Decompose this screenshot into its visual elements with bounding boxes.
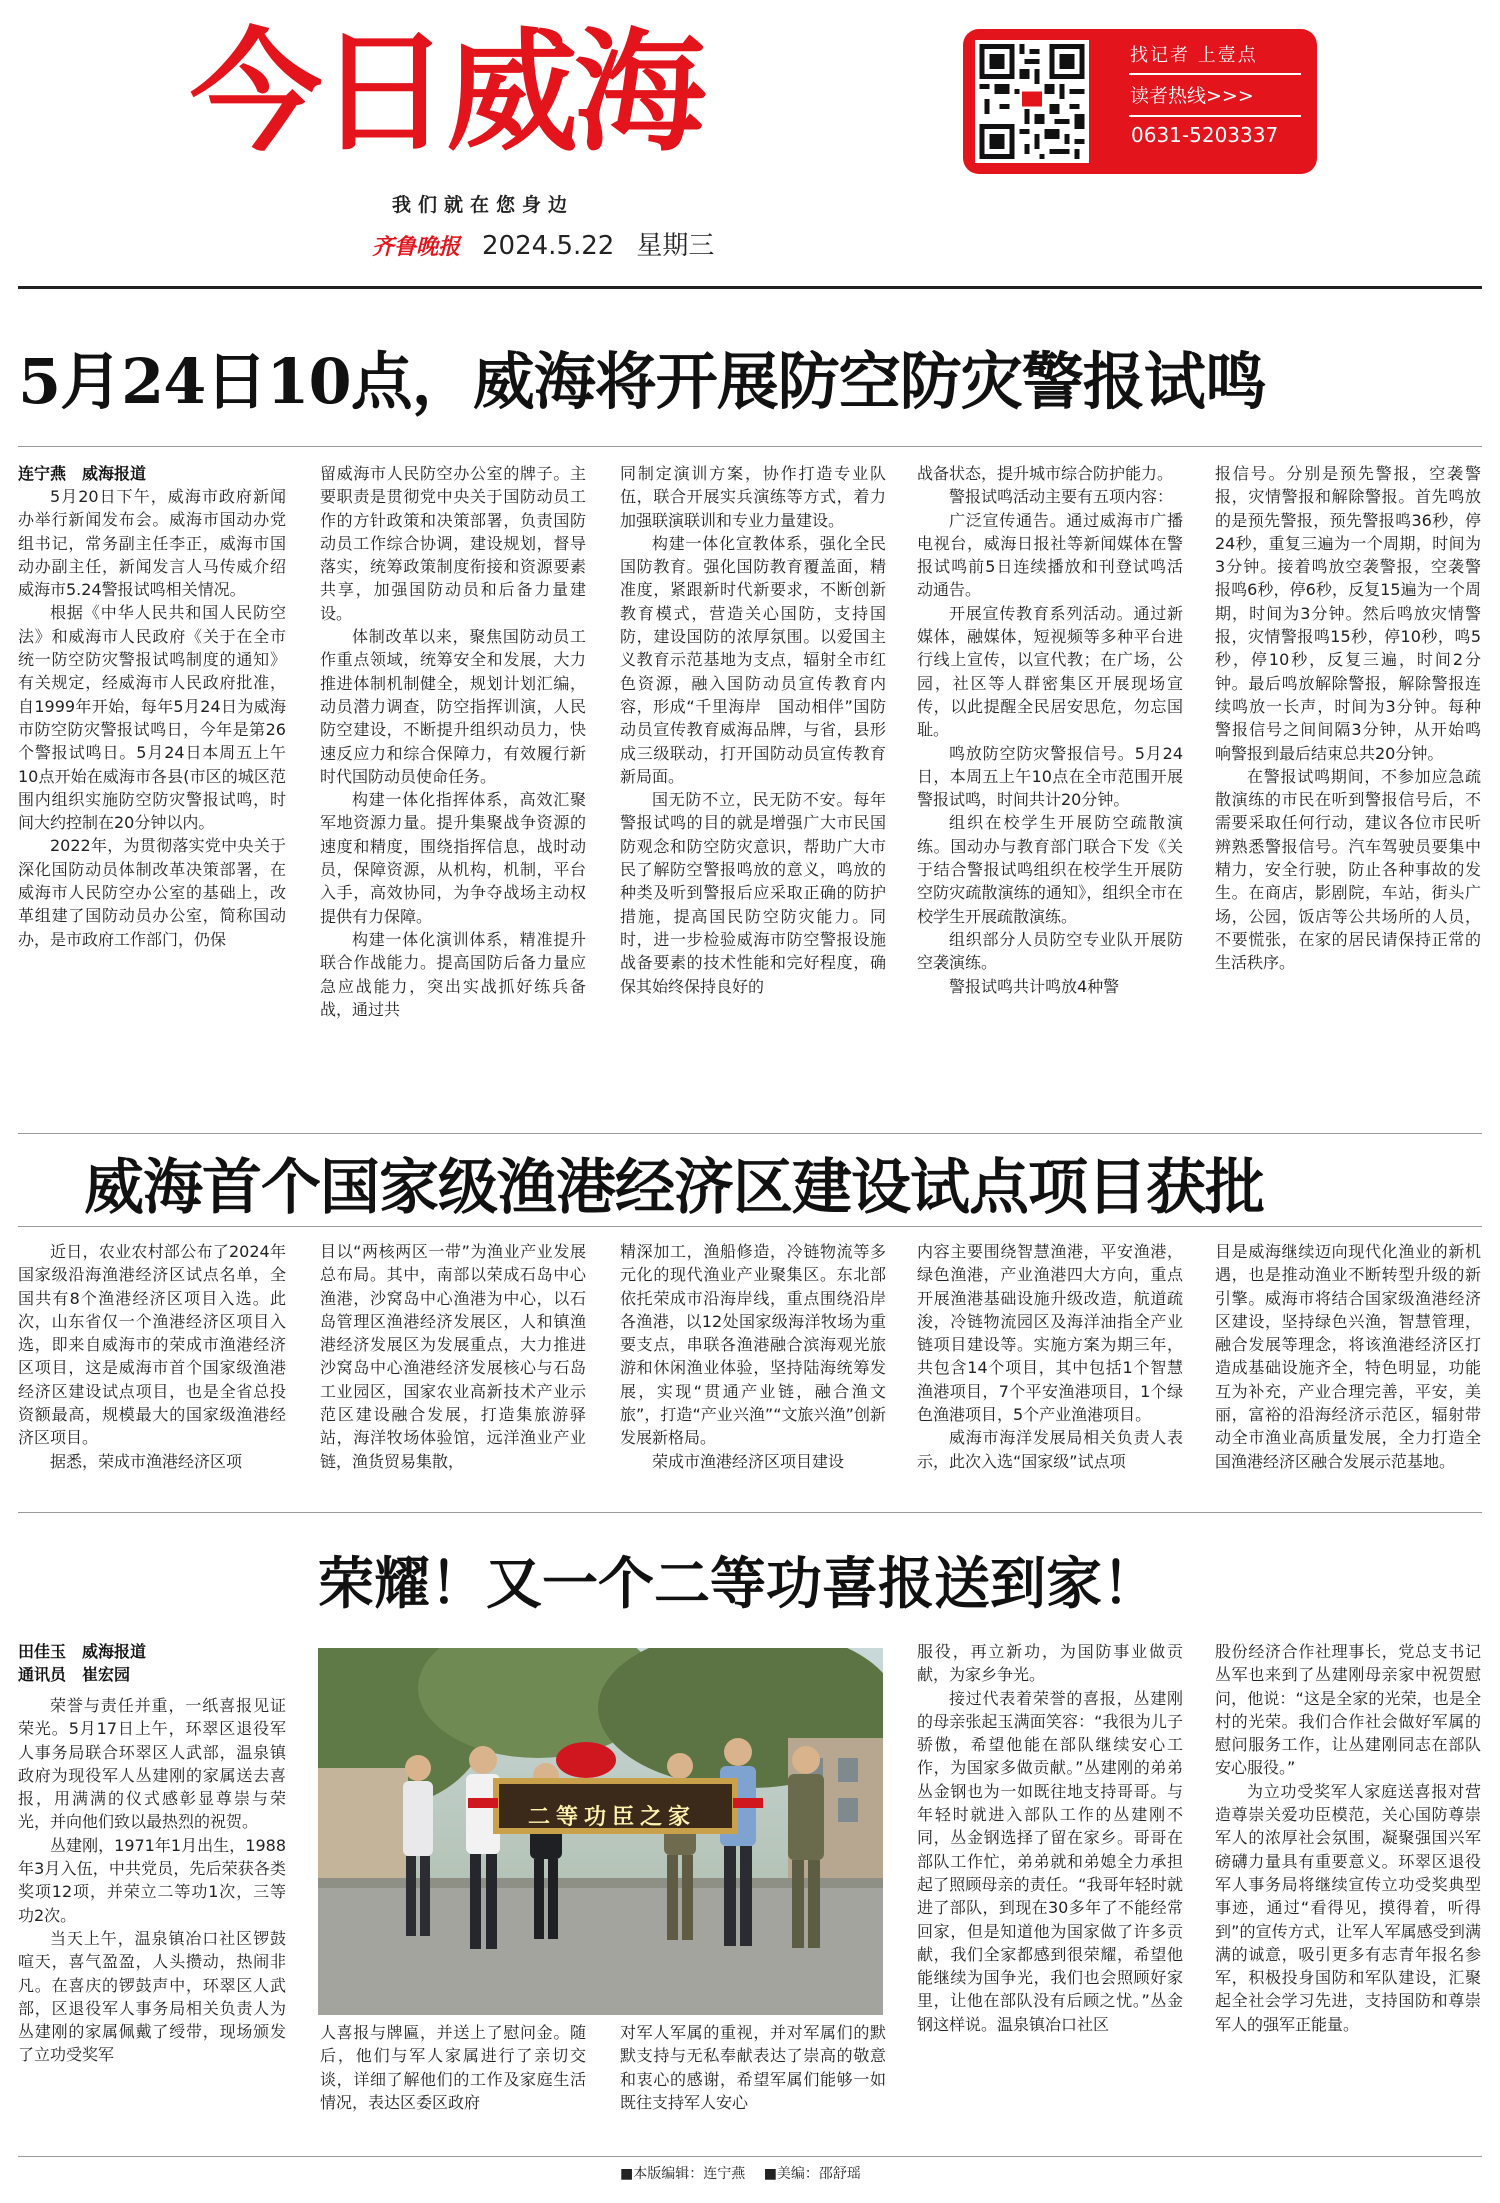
paragraph: 警报试鸣活动主要有五项内容： [949,487,1174,507]
headline-rule [18,446,1482,447]
paragraph: 广泛宣传通告。通过威海市广播电视台，威海日报社等新闻媒体在警报试鸣前5日连续播放和刊登试鸣活动通告。 [917,510,1183,600]
article1-byline: 连宁燕 威海报道 [18,464,147,483]
qr-code-icon[interactable] [975,40,1089,163]
masthead-rule [18,286,1482,289]
article2-column-3 [620,1240,886,1502]
article3-headline: 荣耀！又一个二等功喜报送到家！ [318,1551,1158,1617]
paragraph: 近日，农业农村部公布了2024年国家级沿海渔港经济区试点名单，全国共有8个渔港经济区项目入选。此次，山东省仅一个渔港经济区项目入选，即来自威海市的荣成市渔港经济区项目，这是威海市首个国家级渔港经济区建设试点项目，也是全省总投资额最高，规模最大的国家级渔港经济区项目。 [18,1242,286,1448]
paragraph: 2022年，为贯彻落实党中央关于深化国防动员体制改革决策部署，在威海市人民防空办公室的基础上，改革组建了国防动员办公室，简称国动办，是市政府工作部门，仍保 [18,836,286,949]
article2-headline: 威海首个国家级渔港经济区建设试点项目获批 [84,1153,1264,1223]
paragraph: 股份经济合作社理事长，党总支书记丛军也来到了丛建刚母亲家中祝贺慰问，他说：“这是全家的光荣，也是全村的光荣。我们合作社会做好军属的慰问服务工作，让丛建刚同志在部队安心服役。” [1215,1642,1481,1778]
issue-weekday: 星期三 [636,231,715,261]
article3-column-3 [620,2021,886,2152]
reader-hotline-box [963,29,1317,174]
article3-column-4 [917,1640,1183,2152]
article1-column-1 [18,462,286,1128]
photo-plaque-text: 二等功臣之家 [528,1804,697,1830]
paragraph: 报信号。分别是预先警报，空袭警报，灾情警报和解除警报。首先鸣放的是预先警报，预先警报鸣36秒，停24秒，重复三遍为一个周期，时间为3分钟。接着鸣放空袭警报，空袭警报鸣6秒，停6秒，反复15遍为一个周期，时间为3分钟。然后鸣放灾情警报，灾情警报鸣15秒，停10秒，鸣5秒，停10秒，反复三遍，时间2分钟。最后鸣放解除警报，解除警报连续鸣放一长声，时间为3分钟。每种警报信号之间间隔3分钟，从开始鸣响警报到最后结束总共20分钟。 [1215,464,1481,763]
paper-name: 齐鲁晚报 [372,234,461,260]
masthead-dateline [372,225,714,262]
paragraph: 根据《中华人民共和国人民防空法》和威海市人民政府《关于在全市统一防空防灾警报试鸣制度的通知》有关规定，经威海市人民政府批准，自1999年开始，每年5月24日为威海市防空防灾警报试鸣日，今年是第26个警报试鸣日。5月24日本周五上午10点开始在威海市各县(市区的城区范围内组织实施防空防灾警报试鸣，时间大约控制在20分钟以内。 [18,603,286,833]
paragraph: 国无防不立，民无防不安。每年警报试鸣的目的就是增强广大市民国防观念和防空防灾意识，帮助广大市民了解防空警报鸣放的意义，鸣放的种类及听到警报后应采取正确的防护措施，提高国民防空防灾能力。同时，进一步检验威海市防空警报设施战备要素的技术性能和完好程度，确保其始终保持良好的 [620,790,886,996]
paragraph: 据悉，荣成市渔港经济区项 [50,1451,243,1471]
designer-credit: ■美编：邵舒瑶 [763,2166,861,2182]
paragraph: 人喜报与牌匾，并送上了慰问金。随后，他们与军人家属进行了亲切交谈，详细了解他们的工作及家庭生活情况，表达区委区政府 [320,2023,586,2112]
hotline-label: 读者热线>>> [1130,85,1254,107]
paragraph: 为立功受奖军人家庭送喜报对营造尊崇关爱功臣模范，关心国防尊崇军人的浓厚社会氛围，凝聚强国兴军磅礴力量具有重要意义。环翠区退役军人事务局将继续宣传立功受奖典型事迹，通过“看得见，摸得着，听得到”的宣传方式，让军人军属感受到满满的诚意，吸引更多有志青年报名参军，积极投身国防和军队建设，汇聚起全社会学习先进，支持国防和尊崇军人的强军正能量。 [1215,1781,1481,2034]
paragraph: 威海市海洋发展局相关负责人表示，此次入选“国家级”试点项 [917,1428,1183,1471]
paragraph: 精深加工，渔船修造，冷链物流等多元化的现代渔业产业聚集区。东北部依托荣成市沿海岸线，重点围绕沿岸各渔港，以12处国家级海洋牧场为重要支点，串联各渔港融合滨海观光旅游和休闲渔业体验，坚持陆海统筹发展，实现“贯通产业链，融合渔文旅”，打造“产业兴渔”“文旅兴渔”创新发展新格局。 [620,1242,886,1448]
article2-column-4 [917,1240,1183,1502]
paragraph: 荣成市渔港经济区项目建设 [652,1451,845,1471]
footer-rule [18,2156,1482,2157]
hotline-phone[interactable]: 0631-5203337 [1131,123,1279,147]
issue-date: 2024.5.22 [482,231,615,261]
paragraph: 鸣放防空防灾警报信号。5月24日，本周五上午10点在全市范围开展警报试鸣，时间共计20分钟。 [917,743,1183,810]
paragraph: 服役，再立新功，为国防事业做贡献，为家乡争光。 [917,1642,1183,1685]
section-rule [18,1133,1482,1134]
newspaper-slogan: 我们就在您身边 [392,194,575,216]
article2-column-5 [1215,1240,1481,1502]
hotline-slogan: 找记者 上壹点 [1130,45,1258,66]
section-rule [18,1512,1482,1513]
article1-headline: 5月24日10点，威海将开展防空防灾警报试鸣 [18,345,1266,418]
article1-column-2 [320,462,586,1128]
paragraph: 组织在校学生开展防空疏散演练。国动办与教育部门联合下发《关于结合警报试鸣组织在校学生开展防空防灾疏散演练的通知》，组织全市在校学生开展疏散演练。 [917,813,1183,926]
article1-column-4 [917,462,1183,1128]
article2-column-1 [18,1240,286,1502]
paragraph: 目是威海继续迈向现代化渔业的新机遇，也是推动渔业不断转型升级的新引擎。威海市将结合国家级渔港经济区建设，坚持绿色兴渔，智慧管理，融合发展等理念，将该渔港经济区打造成基础设施齐全，特色明显，功能互为补充，产业合理完善，平安，美丽，富裕的沿海经济示范区，辐射带动全市渔业高质量发展，全力打造全国渔港经济区融合发展示范基地。 [1215,1242,1481,1471]
paragraph: 5月20日下午，威海市政府新闻办举行新闻发布会。威海市国动办党组书记，常务副主任李正，威海市国动办副主任，新闻发言人马传威介绍威海市5.24警报试鸣相关情况。 [18,487,286,600]
paragraph: 对军人军属的重视，并对军属们的默默支持与无私奉献表达了崇高的敬意和衷心的感谢，希望军属们能够一如既往支持军人安心 [620,2023,886,2112]
masthead [0,0,1500,285]
article3-column-1 [18,1640,286,2152]
paragraph: 荣誉与责任并重，一纸喜报见证荣光。5月17日上午，环翠区退役军人事务局联合环翠区人武部，温泉镇政府为现役军人丛建刚的家属送去喜报，用满满的仪式感彰显尊崇与荣光，并向他们致以最热烈的祝贺。 [18,1696,286,1832]
paragraph: 战备状态，提升城市综合防护能力。 [917,464,1174,483]
paragraph: 开展宣传教育系列活动。通过新媒体，融媒体，短视频等多种平台进行线上宣传，以宣代教；在广场，公园，社区等人群密集区开展现场宣传，以此提醒全民居安思危，勿忘国耻。 [917,603,1183,740]
paragraph: 构建一体化演训体系，精准提升联合作战能力。提高国防后备力量应急应战能力，突出实战抓好练兵备战，通过共 [320,929,586,1019]
paragraph: 构建一体化宣教体系，强化全民国防教育。强化国防教育覆盖面，精准度，紧跟新时代新要求，不断创新教育模式，营造关心国防，支持国防，建设国防的浓厚氛围。以爱国主义教育示范基地为支点，辐射全市红色资源，融入国防动员宣传教育内容，形成“千里海岸 国动相伴”国防动员宣传教育威海品牌，与省，县形成三级联动，打开国防动员宣传教育新局面。 [620,533,886,786]
headline-rule [18,1226,1482,1227]
article1-column-3 [620,462,886,1128]
paragraph: 体制改革以来，聚焦国防动员工作重点领域，统筹安全和发展，大力推进体制机制健全，规划计划汇编，动员潜力调查，防空指挥训演，人民防空建设，不断提升组织动员力，快速反应力和综合保障力，有效履行新时代国防动员使命任务。 [320,627,586,786]
paragraph: 组织部分人员防空专业队开展防空袭演练。 [917,929,1183,973]
article3-column-2 [320,2021,586,2152]
newspaper-logo: 今日威海 [190,15,702,170]
page-credits [620,2163,875,2183]
paragraph: 在警报试鸣期间，不参加应急疏散演练的市民在听到警报信号后，不需要采取任何行动，建议各位市民听辨熟悉警报信号。汽车驾驶员要集中精力，安全行驶，防止各种事故的发生。在商店，影剧院，车站，街头广场，公园，饭店等公共场所的人员，不要慌张，在家的居民请保持正常的生活秩序。 [1215,766,1481,973]
paragraph: 构建一体化指挥体系，高效汇聚军地资源力量。提升集聚战争资源的速度和精度，围绕指挥信息，战时动员，保障资源，从机构，机制，平台入手，高效协同，为争夺战场主动权提供有力保障。 [320,790,586,926]
paragraph: 留威海市人民防空办公室的牌子。主要职责是贯彻党中央关于国防动员工作的方针政策和决策部署，负责国防动员工作综合协调，建设规划，督导落实，统筹政策制度衔接和资源要素共享，加强国防动员和后备力量建设。 [320,464,586,623]
paragraph: 警报试鸣共计鸣放4种警 [949,976,1120,996]
article3-correspondent: 通讯员 崔宏园 [18,1665,131,1684]
article2-column-2 [320,1240,586,1502]
award-ceremony-photo [318,1648,883,2015]
paragraph: 目以“两核两区一带”为渔业产业发展总布局。其中，南部以荣成石岛中心渔港，沙窝岛中心渔港为中心，以石岛管理区渔港经济发展区，人和镇渔港经济发展区为发展重点，大力推进沙窝岛中心渔港经济发展核心与石岛工业园区，国家农业高新技术产业示范区建设融合发展，打造集旅游驿站，海洋牧场体验馆，远洋渔业产业链，渔货贸易集散， [320,1242,586,1471]
article1-column-5 [1215,462,1481,1128]
paragraph: 接过代表着荣誉的喜报，丛建刚的母亲张起玉满面笑容：“我很为儿子骄傲，希望他能在部队继续安心工作，为国家多做贡献。”丛建刚的弟弟丛金钢也为一如既往地支持哥哥。与年轻时就进入部队工作的丛建刚不同，丛金钢选择了留在家乡。哥哥在部队工作忙，弟弟就和弟媳全力承担起了照顾母亲的责任。“我哥年轻时就进了部队，到现在30多年了不能经常回家，但是知道他为国家做了许多贡献，我们全家都感到很荣耀，希望他能继续为国争光，我们也会照顾好家里，让他在部队没有后顾之忧。”丛金钢这样说。温泉镇冶口社区 [917,1688,1183,2034]
hotline-divider [1129,73,1301,75]
article3-byline: 田佳玉 威海报道 [18,1642,147,1661]
paragraph: 当天上午，温泉镇冶口社区锣鼓喧天，喜气盈盈，人头攒动，热闹非凡。在喜庆的锣鼓声中，环翠区人武部，区退役军人事务局相关负责人为丛建刚的家属佩戴了绶带，现场颁发了立功受奖军 [18,1928,286,2065]
article3-column-5 [1215,1640,1481,2152]
paragraph: 内容主要围绕智慧渔港，平安渔港，绿色渔港，产业渔港四大方向，重点开展渔港基础设施升级改造，航道疏浚，冷链物流园区及海洋油指全产业链项目建设等。实施方案为期三年，共包含14个项目，其中包括1个智慧渔港项目，7个平安渔港项目，1个绿色渔港项目，5个产业渔港项目。 [917,1242,1183,1425]
paragraph: 丛建刚，1971年1月出生，1988年3月入伍，中共党员，先后荣获各类奖项12项，并荣立二等功1次，三等功2次。 [18,1835,286,1925]
paragraph: 同制定演训方案，协作打造专业队伍，联合开展实兵演练等方式，着力加强联演联训和专业力量建设。 [620,464,886,530]
editor-credit: ■本版编辑：连宁燕 [620,2166,746,2182]
hotline-divider [1129,115,1301,117]
